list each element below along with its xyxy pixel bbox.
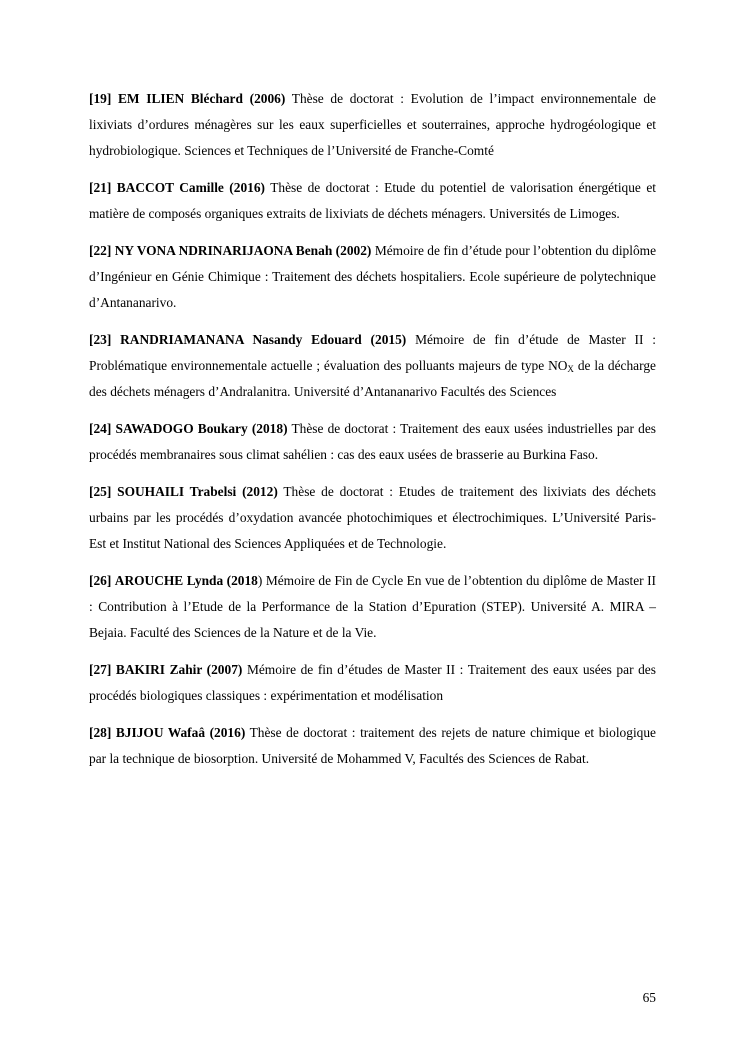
reference-number: [25] <box>89 484 112 499</box>
reference-27 <box>89 657 656 709</box>
reference-text-continued: de la décharge des déchets ménagers d’Andralanitra. Université d’Antananarivo Facultés des Sciences <box>89 358 656 399</box>
reference-24 <box>89 416 656 468</box>
reference-23 <box>89 327 656 405</box>
reference-text: Thèse de doctorat : Evolution de l’impact environnementale de lixiviats d’ordures ménagères sur les eaux superficielles et souterraines, approche hydrogéologique et hydrobiologique. Sciences et Techniques de l’Université de Franche-Comté <box>89 91 657 158</box>
reference-text: Thèse de doctorat : Etude du potentiel de valorisation énergétique et matière de composés organiques extraits de lixiviats de déchets ménagers. Universités de Limoges. <box>89 180 656 221</box>
reference-text: Mémoire de fin d’étude pour l’obtention du diplôme d’Ingénieur en Génie Chimique : Traitement des déchets hospitaliers. Ecole supérieure de polytechnique d’Antananarivo. <box>89 243 657 310</box>
reference-25 <box>89 479 656 557</box>
reference-number: [19] <box>89 91 112 106</box>
reference-number: [24] <box>89 421 112 436</box>
reference-number: [26] <box>89 573 112 588</box>
reference-text: ) Mémoire de Fin de Cycle En vue de l’obtention du diplôme de Master II : Contribution à l’Etude de la Performance de la Station d’Epuration (STEP). Université A. MIRA – Bejaia. Faculté des Sciences de la Nature et de la Vie. <box>89 573 656 640</box>
reference-author: BAKIRI Zahir (2007) <box>115 662 243 677</box>
reference-author: SAWADOGO Boukary (2018) <box>115 421 288 436</box>
reference-subscript: X <box>567 364 574 374</box>
reference-21 <box>89 175 656 227</box>
reference-author: AROUCHE Lynda (2018 <box>114 573 258 588</box>
page-number: 65 <box>642 990 656 1005</box>
reference-author: BACCOT Camille (2016) <box>116 180 265 195</box>
reference-author: RANDRIAMANANA Nasandy Edouard (2015) <box>120 332 407 347</box>
reference-number: [23] <box>89 332 112 347</box>
reference-text: Mémoire de fin d’étude de Master II : Problématique environnementale actuelle ; évaluation des polluants majeurs de type NO <box>89 332 656 373</box>
reference-author: NY VONA NDRINARIJAONA Benah (2002) <box>114 243 372 258</box>
reference-author: EM ILIEN Bléchard (2006) <box>118 91 286 106</box>
reference-text: Thèse de doctorat : Etudes de traitement des lixiviats des déchets urbains par les procédés d’oxydation avancée photochimiques et électrochimiques. L’Université Paris- Est et Institut National des Sciences Appliquées et de Technologie. <box>89 484 657 551</box>
reference-28 <box>89 720 656 772</box>
reference-22 <box>89 238 656 316</box>
reference-number: [21] <box>89 180 112 195</box>
reference-author: BJIJOU Wafaâ (2016) <box>115 725 246 740</box>
reference-number: [28] <box>89 725 112 740</box>
reference-author: SOUHAILI Trabelsi (2012) <box>117 484 278 499</box>
reference-19 <box>89 86 656 164</box>
reference-number: [27] <box>89 662 112 677</box>
reference-number: [22] <box>89 243 112 258</box>
reference-text: Thèse de doctorat : traitement des rejets de nature chimique et biologique par la technique de biosorption. Université de Mohammed V, Facultés des Sciences de Rabat. <box>89 725 656 766</box>
reference-26 <box>89 568 656 646</box>
reference-text: Mémoire de fin d’études de Master II : Traitement des eaux usées par des procédés biologiques classiques : expérimentation et modélisation <box>89 662 656 703</box>
reference-list <box>89 86 656 783</box>
reference-text: Thèse de doctorat : Traitement des eaux usées industrielles par des procédés membranaires sous climat sahélien : cas des eaux usées de brasserie au Burkina Faso. <box>89 421 656 462</box>
